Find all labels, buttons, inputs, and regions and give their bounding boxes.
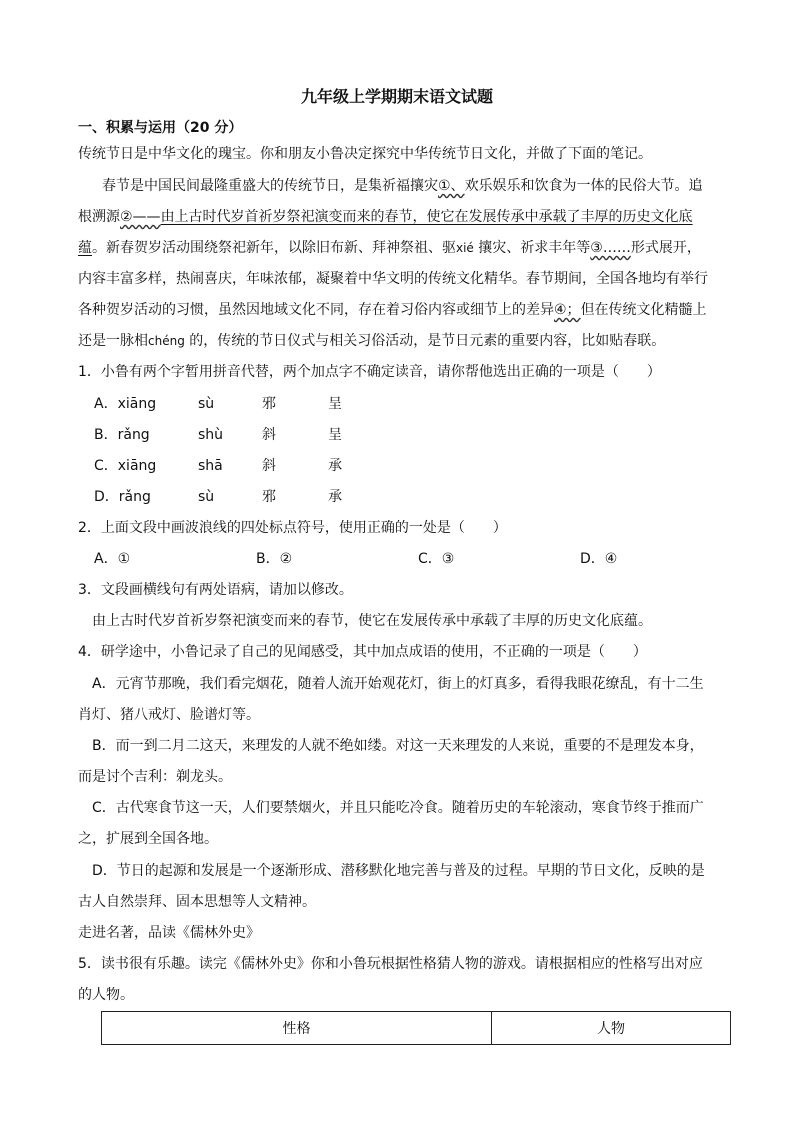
- passage-line-6: [78, 331, 665, 351]
- pinyin-cheng: chéng: [148, 334, 185, 348]
- question-4-option-c-cont: 之，扩展到全国各地。: [78, 831, 218, 847]
- question-2-option-b[interactable]: B．②: [256, 551, 293, 567]
- passage-text: 春节是中国民间最隆重盛大的传统节日，是集祈福攘灾: [102, 178, 438, 194]
- punct-mark-3: ③……: [590, 240, 631, 256]
- option-char: 呈: [328, 427, 342, 443]
- option-char: 承: [328, 458, 342, 474]
- option-reading: sù: [198, 489, 215, 505]
- table-header-trait: 性格: [102, 1012, 492, 1045]
- question-4-option-c[interactable]: C．古代寒食节这一天，人们要禁烟火，并且只能吃冷食。随着历史的车轮滚动，寒食节终于推而广: [92, 800, 704, 816]
- option-char: 邪: [262, 489, 276, 505]
- page-title: 九年级上学期期末语文试题: [300, 87, 493, 106]
- passage-text: 还是一脉相: [78, 333, 148, 349]
- option-label: D．rǎng: [94, 489, 151, 505]
- passage-line-3: [78, 238, 701, 258]
- passage-text: 各种贺岁活动的习惯，虽然因地域文化不同，存在着习俗内容或细节上的差异: [78, 302, 554, 318]
- option-reading: shù: [198, 427, 224, 443]
- passage-text: 的，传统的节日仪式与相关习俗活动，是节日元素的重要内容，比如贴春联。: [184, 333, 666, 349]
- option-char: 斜: [262, 427, 276, 443]
- passage-text: 根溯源: [78, 209, 120, 225]
- question-2-option-c[interactable]: C．③: [418, 551, 455, 567]
- passage-line-4: 内容丰富多样，热闹喜庆，年味浓郁，凝聚着中华文明的传统文化精华。春节期间，全国各地均有举行: [78, 271, 708, 287]
- passage-line-2: [78, 207, 693, 227]
- passage-line-5: [78, 300, 707, 320]
- question-3-sentence: 由上古时代岁首祈岁祭祀演变而来的春节，使它在发展传承中承载了丰厚的历史文化底蕴。: [92, 613, 652, 629]
- question-5-stem-cont: 的人物。: [78, 987, 134, 1003]
- passage-line-1: [102, 176, 703, 196]
- question-4-option-d-cont: 古人自然崇拜、固本思想等人文精神。: [78, 894, 316, 910]
- passage-text: 欢乐娱乐和饮食为一体的民俗大节。追: [464, 178, 703, 194]
- passage-text: 攘灾、祈求丰年等: [473, 240, 591, 256]
- underlined-sentence: 由上古时代岁首祈岁祭祀演变而来的春节，使它在发展传承中承载了丰厚的历史文化底: [160, 209, 693, 225]
- punct-mark-1: ①、: [438, 178, 465, 194]
- answer-table: [101, 1011, 731, 1045]
- option-reading: sù: [198, 396, 215, 412]
- question-4-option-b[interactable]: B．而一到二月二这天，来理发的人就不绝如缕。对这一天来理发的人来说，重要的不是理发本身，: [92, 738, 704, 754]
- option-char: 承: [328, 489, 342, 505]
- underlined-sentence-end: 蕴: [78, 240, 92, 256]
- question-2-option-a[interactable]: A．①: [94, 551, 131, 567]
- option-char: 邪: [262, 396, 276, 412]
- option-label: A．xiāng: [94, 396, 157, 412]
- option-char: 斜: [262, 458, 276, 474]
- question-4-option-d[interactable]: D．节日的起源和发展是一个逐渐形成、潜移默化地完善与普及的过程。早期的节日文化，反映的是: [92, 863, 705, 879]
- question-4-stem: 4．研学途中，小鲁记录了自己的见闻感受，其中加点成语的使用，不正确的一项是（ ）: [78, 644, 647, 660]
- question-5-stem: 5．读书很有乐趣。读完《儒林外史》你和小鲁玩根据性格猜人物的游戏。请根据相应的性格写出对应: [78, 956, 703, 972]
- table-header-row: [102, 1012, 731, 1045]
- question-2-stem: 2．上面文段中画波浪线的四处标点符号，使用正确的一处是（ ）: [78, 520, 507, 536]
- passage-text: 但在传统文化精髓上: [580, 302, 707, 318]
- question-4-option-a-cont: 肖灯、猪八戒灯、脸谱灯等。: [78, 707, 260, 723]
- question-2-option-d[interactable]: D．④: [580, 551, 618, 567]
- question-1-stem: 1．小鲁有两个字暂用拼音代替，两个加点字不确定读音，请你帮他选出正确的一项是（ ）: [78, 364, 661, 380]
- intro-text: 传统节日是中华文化的瑰宝。你和朋友小鲁决定探究中华传统节日文化，并做了下面的笔记。: [78, 146, 652, 162]
- option-label: B．rǎng: [94, 427, 150, 443]
- passage-text: 形式展开，: [630, 240, 701, 256]
- punct-mark-4: ④；: [554, 302, 581, 318]
- pinyin-xie: xié: [456, 241, 474, 255]
- table-header-character: 人物: [492, 1012, 731, 1045]
- question-3-stem: 3．文段画横线句有两处语病，请加以修改。: [78, 582, 353, 598]
- question-4-option-b-cont: 而是讨个吉利：剃龙头。: [78, 769, 232, 785]
- reading-intro: 走进名著，品读《儒林外史》: [78, 925, 260, 941]
- option-char: 呈: [328, 396, 342, 412]
- section-heading: 一、积累与运用（20 分）: [78, 120, 243, 136]
- question-4-option-a[interactable]: A．元宵节那晚，我们看完烟花，随着人流开始观花灯，街上的灯真多，看得我眼花缭乱，有十二生: [92, 676, 704, 692]
- option-label: C．xiāng: [94, 458, 157, 474]
- option-reading: shā: [198, 458, 223, 474]
- punct-mark-2: ②——: [120, 209, 161, 225]
- passage-text: 。新春贺岁活动围绕祭祀新年，以除旧布新、拜神祭祖、驱: [92, 240, 456, 256]
